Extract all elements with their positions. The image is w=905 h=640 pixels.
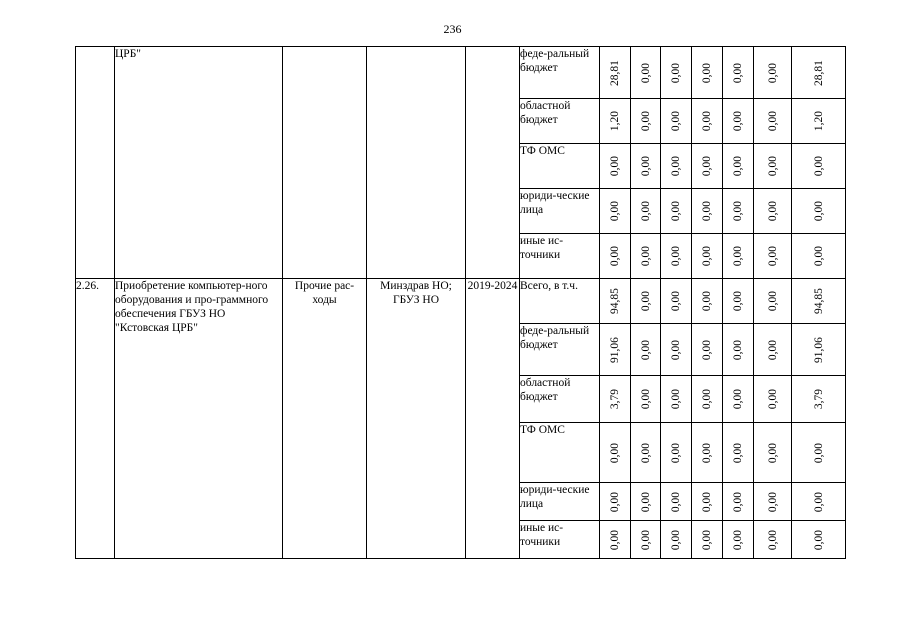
value-cell: 0,00 [631, 376, 661, 423]
value-cell: 0,00 [692, 189, 723, 234]
value-cell: 0,00 [631, 279, 661, 324]
value-cell: 91,06 [600, 324, 631, 376]
value-cell: 1,20 [600, 99, 631, 144]
value-cell: 0,00 [631, 189, 661, 234]
value-cell: 0,00 [661, 47, 692, 99]
value-cell: 0,00 [792, 483, 846, 521]
budget-table [75, 46, 846, 559]
value-cell: 0,00 [631, 324, 661, 376]
funding-source: юриди-ческие лица [520, 483, 600, 521]
value-cell: 0,00 [754, 483, 792, 521]
value-cell: 0,00 [723, 376, 754, 423]
executor: Минздрав НО; ГБУЗ НО [367, 279, 466, 559]
item-name: ЦРБ" [115, 47, 283, 279]
value-cell: 0,00 [631, 234, 661, 279]
funding-source: феде-ральный бюджет [520, 324, 600, 376]
value-cell: 94,85 [792, 279, 846, 324]
value-cell: 0,00 [723, 423, 754, 483]
value-cell: 0,00 [600, 483, 631, 521]
value-cell: 0,00 [600, 521, 631, 559]
value-cell: 0,00 [754, 521, 792, 559]
value-cell: 0,00 [723, 521, 754, 559]
funding-source: областной бюджет [520, 99, 600, 144]
value-cell: 1,20 [792, 99, 846, 144]
value-cell: 0,00 [692, 376, 723, 423]
funding-source: иные ис-точники [520, 521, 600, 559]
value-cell: 0,00 [754, 234, 792, 279]
value-cell: 28,81 [792, 47, 846, 99]
value-cell: 0,00 [754, 279, 792, 324]
value-cell: 0,00 [600, 189, 631, 234]
value-cell: 0,00 [692, 47, 723, 99]
item-number [76, 47, 115, 279]
item-number: 2.26. [76, 279, 115, 559]
value-cell: 0,00 [723, 279, 754, 324]
value-cell: 0,00 [661, 483, 692, 521]
funding-source: юриди-ческие лица [520, 189, 600, 234]
value-cell: 0,00 [723, 189, 754, 234]
value-cell: 91,06 [792, 324, 846, 376]
value-cell: 0,00 [661, 234, 692, 279]
value-cell: 0,00 [723, 99, 754, 144]
table-row [76, 279, 846, 324]
value-cell: 3,79 [600, 376, 631, 423]
value-cell: 0,00 [754, 376, 792, 423]
value-cell: 3,79 [792, 376, 846, 423]
funding-source: феде-ральный бюджет [520, 47, 600, 99]
value-cell: 0,00 [723, 144, 754, 189]
value-cell: 0,00 [661, 521, 692, 559]
value-cell: 0,00 [723, 47, 754, 99]
value-cell: 0,00 [692, 423, 723, 483]
value-cell: 0,00 [754, 324, 792, 376]
executor [367, 47, 466, 279]
value-cell: 0,00 [631, 521, 661, 559]
value-cell: 0,00 [792, 521, 846, 559]
value-cell: 0,00 [631, 47, 661, 99]
value-cell: 0,00 [754, 423, 792, 483]
item-name: Приобретение компьютер-ного оборудования и про-граммного обеспечения ГБУЗ НО "Кстовская ЦРБ" [115, 279, 283, 559]
value-cell: 0,00 [792, 423, 846, 483]
value-cell: 0,00 [692, 144, 723, 189]
funding-source: ТФ ОМС [520, 144, 600, 189]
funding-source: Всего, в т.ч. [520, 279, 600, 324]
value-cell: 0,00 [754, 189, 792, 234]
funding-source: областной бюджет [520, 376, 600, 423]
value-cell: 0,00 [661, 189, 692, 234]
value-cell: 0,00 [754, 144, 792, 189]
value-cell: 0,00 [723, 483, 754, 521]
value-cell: 28,81 [600, 47, 631, 99]
expense-type [283, 47, 367, 279]
value-cell: 0,00 [631, 483, 661, 521]
table-row [76, 47, 846, 99]
value-cell: 0,00 [631, 423, 661, 483]
value-cell: 0,00 [661, 99, 692, 144]
expense-type: Прочие рас-ходы [283, 279, 367, 559]
value-cell: 0,00 [723, 324, 754, 376]
value-cell: 0,00 [692, 324, 723, 376]
value-cell: 0,00 [661, 279, 692, 324]
page-number: 236 [443, 22, 462, 36]
value-cell: 0,00 [600, 423, 631, 483]
value-cell: 0,00 [723, 234, 754, 279]
years [466, 47, 520, 279]
value-cell: 0,00 [661, 376, 692, 423]
value-cell: 0,00 [600, 234, 631, 279]
value-cell: 0,00 [692, 483, 723, 521]
value-cell: 0,00 [792, 234, 846, 279]
value-cell: 0,00 [754, 47, 792, 99]
value-cell: 0,00 [661, 144, 692, 189]
value-cell: 0,00 [631, 99, 661, 144]
value-cell: 0,00 [600, 144, 631, 189]
value-cell: 0,00 [661, 423, 692, 483]
value-cell: 0,00 [692, 521, 723, 559]
value-cell: 0,00 [631, 144, 661, 189]
years: 2019-2024 [466, 279, 520, 559]
funding-source: ТФ ОМС [520, 423, 600, 483]
value-cell: 0,00 [661, 324, 692, 376]
value-cell: 0,00 [692, 99, 723, 144]
funding-source: иные ис-точники [520, 234, 600, 279]
value-cell: 0,00 [792, 189, 846, 234]
value-cell: 0,00 [792, 144, 846, 189]
value-cell: 0,00 [692, 279, 723, 324]
value-cell: 0,00 [692, 234, 723, 279]
value-cell: 0,00 [754, 99, 792, 144]
value-cell: 94,85 [600, 279, 631, 324]
